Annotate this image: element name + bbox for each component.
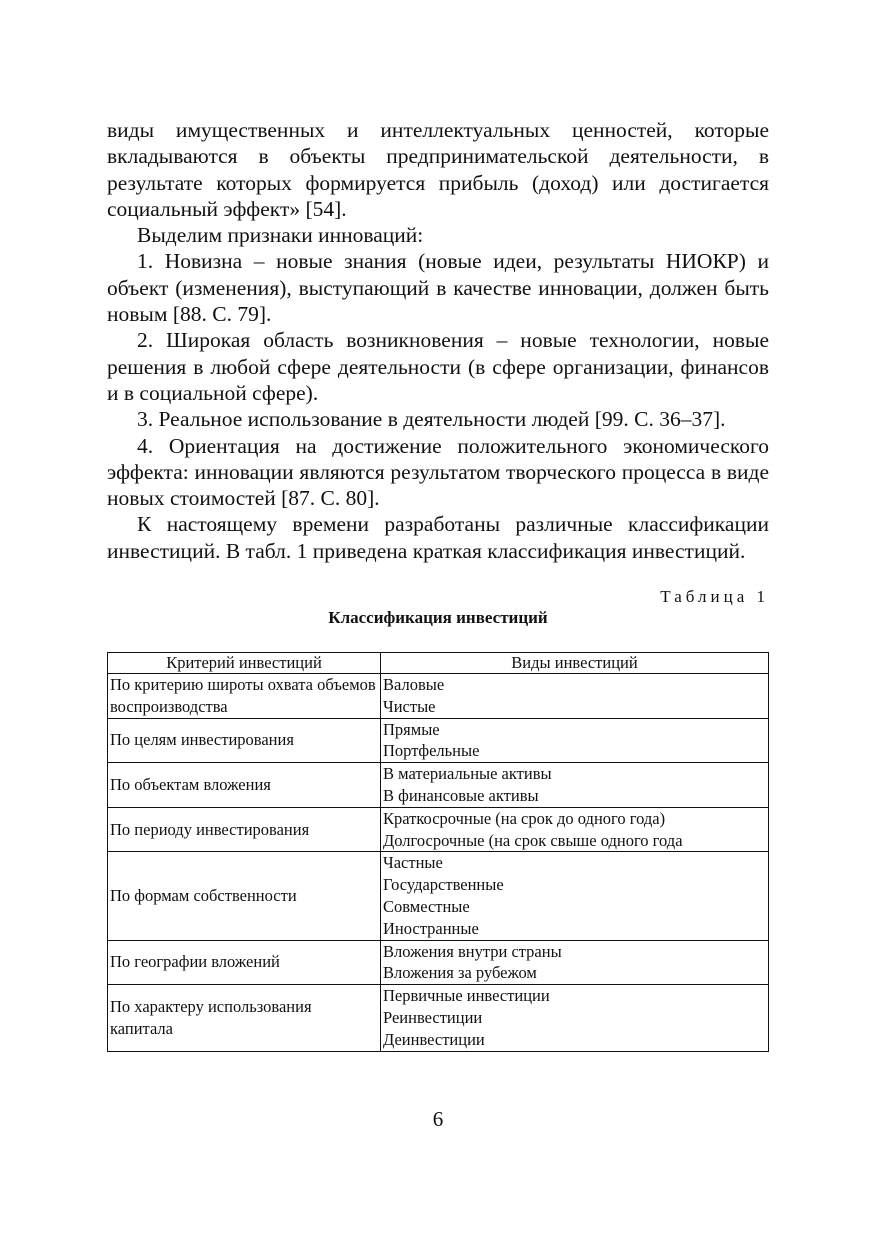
row-criterion: По объектам вложения <box>108 763 381 808</box>
table-title: Классификация инвестиций <box>328 608 548 627</box>
header-types: Виды инвестиций <box>381 653 769 674</box>
table-row <box>108 718 769 763</box>
table-header-row <box>108 653 769 674</box>
type-item: Валовые <box>383 675 445 694</box>
paragraph-continuation: виды имущественных и интеллектуальных ценностей, которые вкладываются в объекты предпринимательской деятельности, в результате которых формируется прибыль (доход) или достигается социальный эффект» [54]. <box>107 118 769 221</box>
type-item: Чистые <box>383 696 436 716</box>
row-types <box>381 674 769 719</box>
type-item: Краткосрочные (на срок до одного года) <box>383 808 666 828</box>
type-item: Совместные <box>383 896 470 916</box>
row-criterion: По географии вложений <box>108 940 381 985</box>
row-criterion: По характеру использования капитала <box>108 985 381 1051</box>
type-item: Частные <box>383 853 443 873</box>
table-row <box>108 852 769 940</box>
type-item: Прямые <box>383 719 440 739</box>
row-criterion: По периоду инвестирования <box>108 807 381 852</box>
table-row <box>108 940 769 985</box>
type-item: В финансовые активы <box>383 785 539 805</box>
row-criterion: По формам собственности <box>108 852 381 940</box>
paragraph-feature-1: 1. Новизна – новые знания (новые идеи, результаты НИОКР) и объект (изменения), выступающий в качестве инновации, должен быть новым [88. С. 79]. <box>107 249 769 327</box>
paragraph-classification-intro: К настоящему времени разработаны различные классификации инвестиций. В табл. 1 приведена краткая классификация инвестиций. <box>107 512 769 563</box>
row-types <box>381 718 769 763</box>
table-label: Таблица 1 <box>660 587 769 606</box>
table-row <box>108 807 769 852</box>
row-types <box>381 940 769 985</box>
row-types <box>381 807 769 852</box>
table-row <box>108 674 769 719</box>
type-item: Первичные инвестиции <box>383 986 550 1006</box>
table-row <box>108 763 769 808</box>
paragraph-feature-2: 2. Широкая область возникновения – новые технологии, новые решения в любой сфере деятельности (в сфере организации, финансов и в социальной сфере). <box>107 328 769 405</box>
body-text <box>107 117 769 564</box>
type-item: Долгосрочные (на срок свыше одного года <box>383 830 683 850</box>
type-item: В материальные активы <box>383 764 552 784</box>
row-types <box>381 852 769 940</box>
type-item: Портфельные <box>383 741 480 761</box>
page-number: 6 <box>432 1107 444 1131</box>
paragraph-feature-4: 4. Ориентация на достижение положительного экономического эффекта: инновации являются результатом творческого процесса в виде новых стоимостей [87. С. 80]. <box>107 433 769 511</box>
row-criterion: По целям инвестирования <box>108 718 381 763</box>
type-item: Государственные <box>383 875 504 895</box>
row-types <box>381 763 769 808</box>
header-criterion: Критерий инвестиций <box>108 653 381 674</box>
paragraph-feature-3: 3. Реальное использование в деятельности людей [99. С. 36–37]. <box>137 407 726 432</box>
row-types <box>381 985 769 1051</box>
row-criterion: По критерию широты охвата объемов воспроизводства <box>108 674 381 719</box>
type-item: Иностранные <box>383 918 479 938</box>
type-item: Вложения за рубежом <box>383 963 537 983</box>
type-item: Реинвестиции <box>383 1007 483 1027</box>
paragraph-intro-features: Выделим признаки инноваций: <box>137 223 424 248</box>
type-item: Вложения внутри страны <box>383 941 562 961</box>
classification-table <box>107 652 769 1052</box>
type-item: Деинвестиции <box>383 1029 485 1049</box>
table-row <box>108 985 769 1051</box>
